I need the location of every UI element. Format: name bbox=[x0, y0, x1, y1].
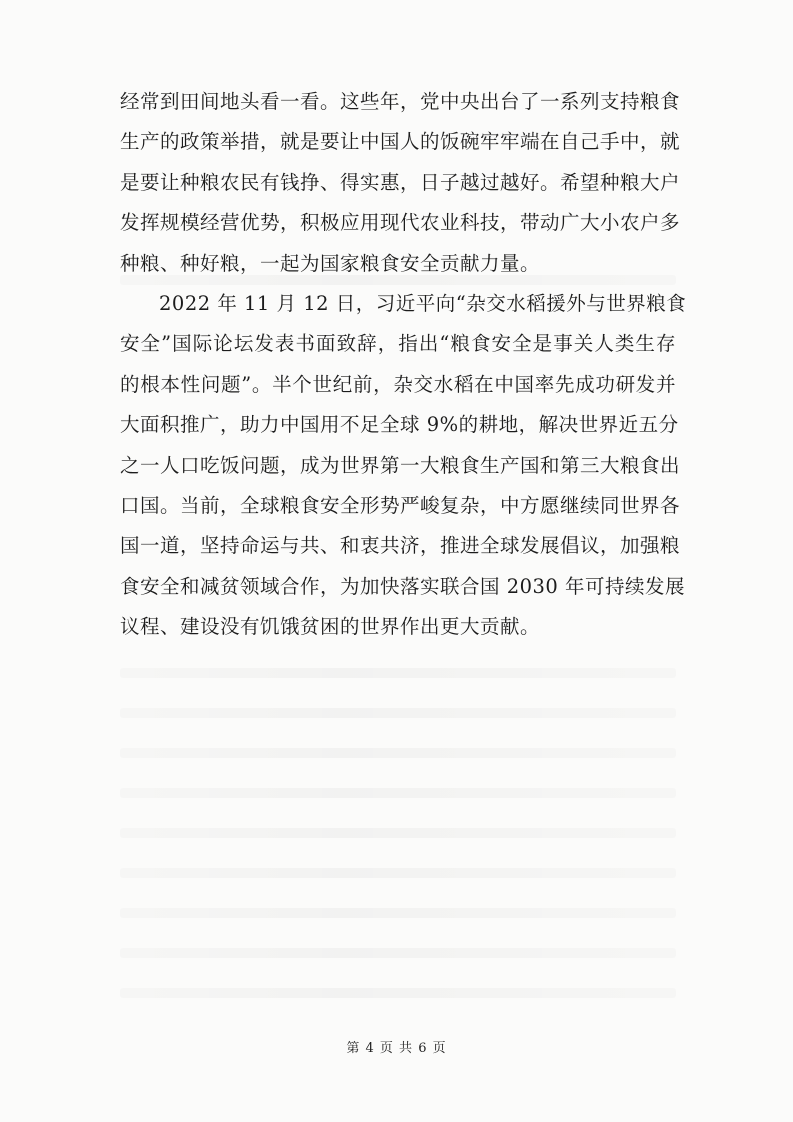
paragraph bbox=[120, 82, 681, 284]
text-line: 2022 年 11 月 12 日，习近平向“杂交水稻援外与世界粮食 bbox=[159, 291, 687, 315]
show-through-mark bbox=[120, 908, 676, 918]
show-through-mark bbox=[120, 708, 676, 718]
show-through-mark bbox=[120, 828, 676, 838]
text-line: 议程、建设没有饥饿贫困的世界作出更大贡献。 bbox=[120, 615, 541, 639]
text-line: 口国。当前，全球粮食安全形势严峻复杂，中方愿继续同世界各 bbox=[120, 493, 681, 517]
show-through-mark bbox=[120, 988, 676, 998]
show-through-mark bbox=[120, 748, 676, 758]
text-line: 食安全和减贫领域合作，为加快落实联合国 2030 年可持续发展 bbox=[120, 574, 686, 598]
text-line: 种粮、种好粮，一起为国家粮食安全贡献力量。 bbox=[120, 251, 541, 275]
text-line: 经常到田间地头看一看。这些年，党中央出台了一系列支持粮食 bbox=[120, 90, 681, 113]
show-through-mark bbox=[120, 948, 676, 958]
text-line: 之一人口吃饭问题，成为世界第一大粮食生产国和第三大粮食出 bbox=[120, 453, 681, 477]
text-line: 的根本性问题”。半个世纪前，杂交水稻在中国率先成功研发并 bbox=[120, 372, 676, 396]
show-through-mark bbox=[120, 788, 676, 798]
document-body bbox=[120, 82, 687, 647]
text-line: 安全”国际论坛发表书面致辞，指出“粮食安全是事关人类生存 bbox=[120, 332, 676, 356]
text-line: 国一道，坚持命运与共、和衷共济，推进全球发展倡议，加强粮 bbox=[120, 534, 681, 558]
show-through-mark bbox=[120, 868, 676, 878]
show-through-mark bbox=[120, 668, 676, 678]
text-line: 生产的政策举措，就是要让中国人的饭碗牢牢端在自己手中，就 bbox=[120, 130, 681, 154]
text-line: 大面积推广，助力中国用不足全球 9%的耕地，解决世界近五分 bbox=[120, 413, 679, 437]
paragraph bbox=[120, 284, 687, 648]
text-line: 是要让种粮农民有钱挣、得实惠，日子越过越好。希望种粮大户 bbox=[120, 170, 681, 194]
text-line: 发挥规模经营优势，积极应用现代农业科技，带动广大小农户多 bbox=[120, 211, 681, 235]
page-number-footer: 第 4 页 共 6 页 bbox=[346, 1041, 447, 1056]
